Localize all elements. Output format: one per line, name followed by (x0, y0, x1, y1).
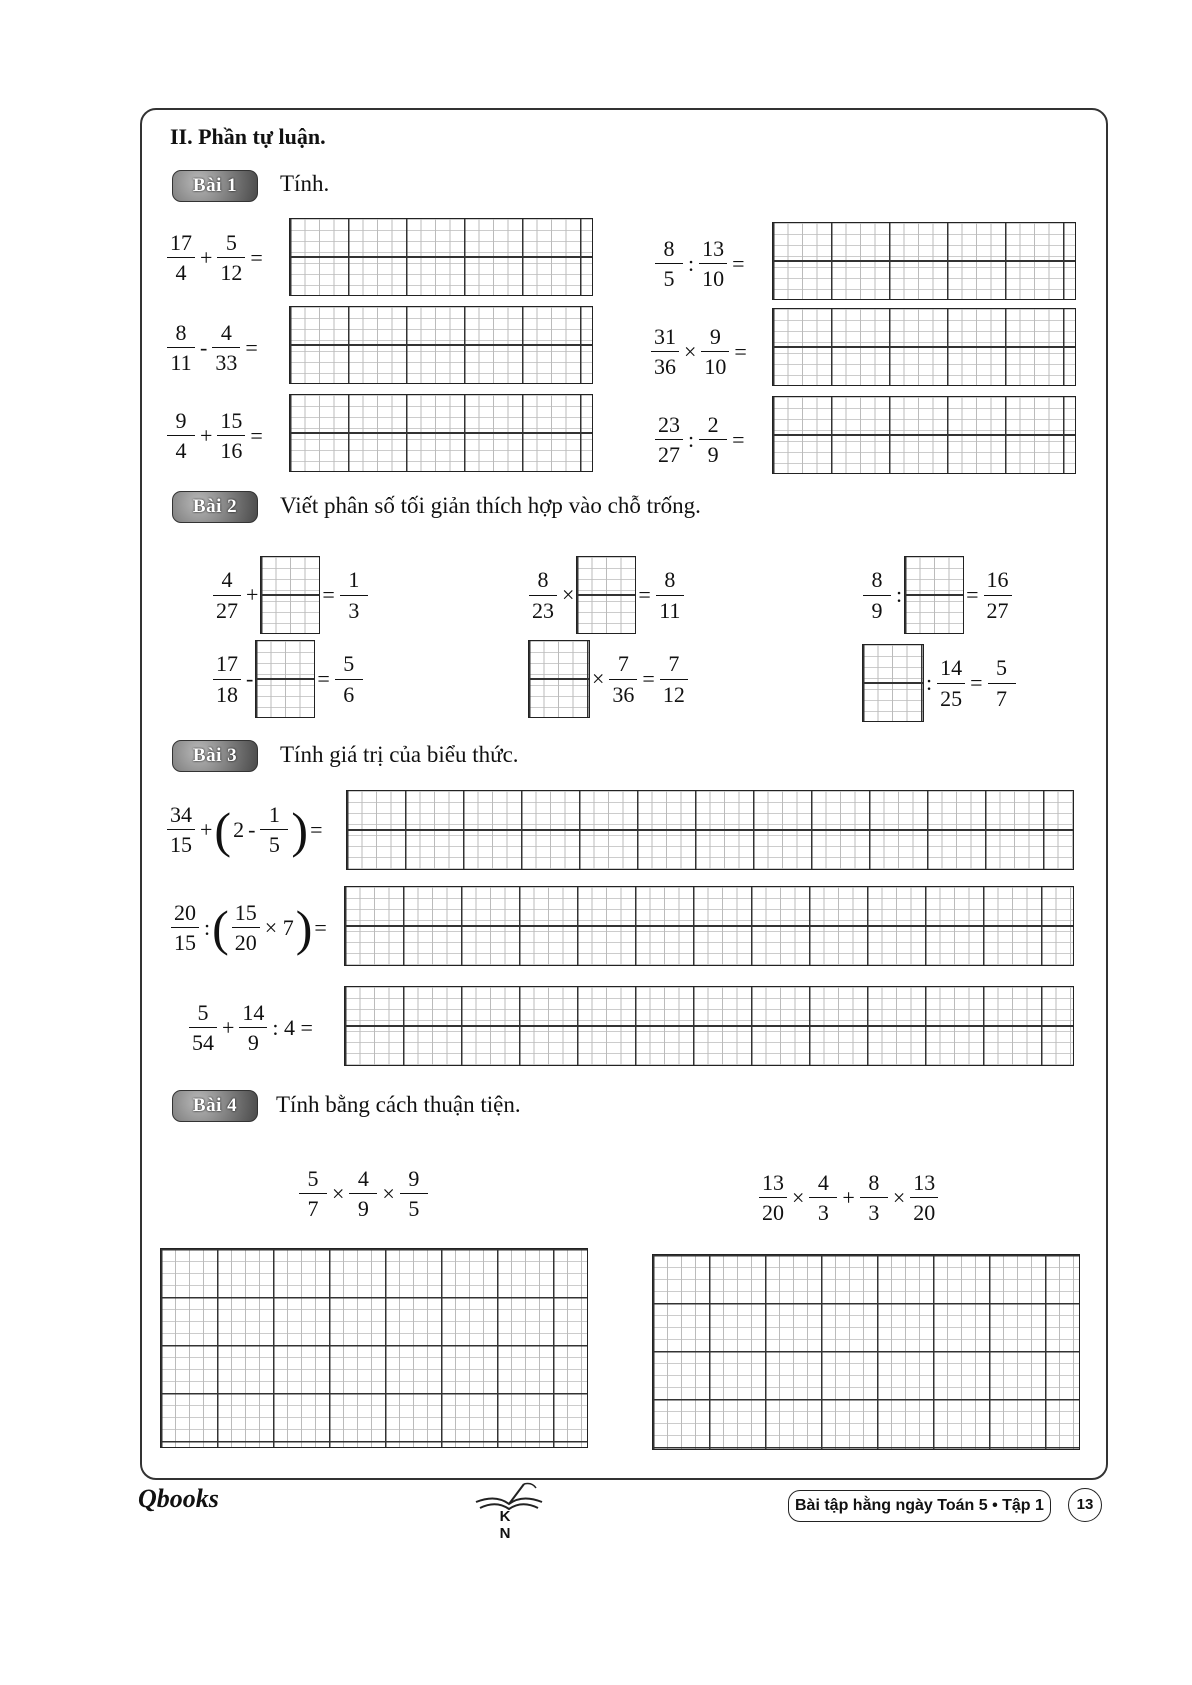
bai1-answer-grid-4[interactable] (772, 308, 1076, 386)
bai1-badge: Bài 1 (172, 170, 258, 202)
bai1-answer-grid-2[interactable] (772, 222, 1076, 300)
bai2-instruction: Viết phân số tối giản thích hợp vào chỗ trống. (280, 493, 701, 518)
publisher-logo-text: K N (499, 1508, 519, 1542)
bai2-expr-6: : $\frac{14}{25}$ = $\frac{5}{7}$ (862, 644, 1019, 722)
page-number: 13 (1068, 1488, 1102, 1522)
bai4-badge: Bài 4 (172, 1090, 258, 1122)
bai3-badge: Bài 3 (172, 740, 258, 772)
bai2-expr-5: × $\frac{7}{36}$ = $\frac{7}{12}$ (528, 640, 691, 718)
bai2-blank-5[interactable] (528, 640, 590, 718)
bai4-instruction: Tính bằng cách thuận tiện. (276, 1092, 521, 1117)
bai1-expr-3: $\frac{8}{11}$ - $\frac{4}{33}$ = (164, 320, 260, 376)
bai1-instruction: Tính. (280, 171, 330, 196)
bai1-expr-6: $\frac{23}{27}$ : $\frac{2}{9}$ = (652, 412, 747, 468)
bai2-badge: Bài 2 (172, 491, 258, 523)
bai4-answer-grid-1[interactable] (160, 1248, 588, 1448)
bai3-answer-grid-2[interactable] (344, 886, 1074, 966)
bai2-expr-4: $\frac{17}{18}$ - = $\frac{5}{6}$ (210, 640, 366, 718)
bai4-expr-2: $\frac{13}{20}$ × $\frac{4}{3}$ + $\frac{8}{3}$ × $\frac{13}{20}$ (756, 1170, 941, 1226)
bai3-expr-1: $\frac{34}{15}$ + ( 2 - $\frac{1}{5}$ ) = (164, 802, 324, 858)
bai1-answer-grid-3[interactable] (289, 306, 593, 384)
bai2-blank-1[interactable] (260, 556, 320, 634)
bai1-answer-grid-5[interactable] (289, 394, 593, 472)
bai3-instruction: Tính giá trị của biểu thức. (280, 742, 519, 767)
publisher-logo (466, 1478, 552, 1542)
bai4-expr-1: $\frac{5}{7}$ × $\frac{4}{9}$ × $\frac{9}{5}$ (296, 1166, 431, 1222)
bai2-blank-2[interactable] (576, 556, 636, 634)
bai1-expr-1: $\frac{17}{4}$ + $\frac{5}{12}$ = (164, 230, 265, 286)
qbooks-logo: Qbooks (138, 1484, 219, 1513)
bai2-expr-3: $\frac{8}{9}$ : = $\frac{16}{27}$ (860, 556, 1015, 634)
bai1-expr-2: $\frac{8}{5}$ : $\frac{13}{10}$ = (652, 236, 747, 292)
book-title: Bài tập hằng ngày Toán 5 • Tập 1 (788, 1490, 1051, 1522)
bai4-answer-grid-2[interactable] (652, 1254, 1080, 1450)
bai3-expr-2: $\frac{20}{15}$ : ( $\frac{15}{20}$ × 7 ) = (168, 900, 329, 956)
bai2-expr-1: $\frac{4}{27}$ + = $\frac{1}{3}$ (210, 556, 371, 634)
bai1-expr-5: $\frac{9}{4}$ + $\frac{15}{16}$ = (164, 408, 265, 464)
bai2-expr-2: $\frac{8}{23}$ × = $\frac{8}{11}$ (526, 556, 687, 634)
bai3-answer-grid-1[interactable] (346, 790, 1074, 870)
section-title: II. Phần tự luận. (170, 124, 326, 149)
bai1-expr-4: $\frac{31}{36}$ × $\frac{9}{10}$ = (648, 324, 749, 380)
bai2-blank-3[interactable] (904, 556, 964, 634)
bai3-answer-grid-3[interactable] (344, 986, 1074, 1066)
bai3-expr-3: $\frac{5}{54}$ + $\frac{14}{9}$ : 4 = (186, 1000, 315, 1056)
bai1-answer-grid-1[interactable] (289, 218, 593, 296)
bai2-blank-4[interactable] (255, 640, 315, 718)
bai2-blank-6[interactable] (862, 644, 924, 722)
bai1-answer-grid-6[interactable] (772, 396, 1076, 474)
